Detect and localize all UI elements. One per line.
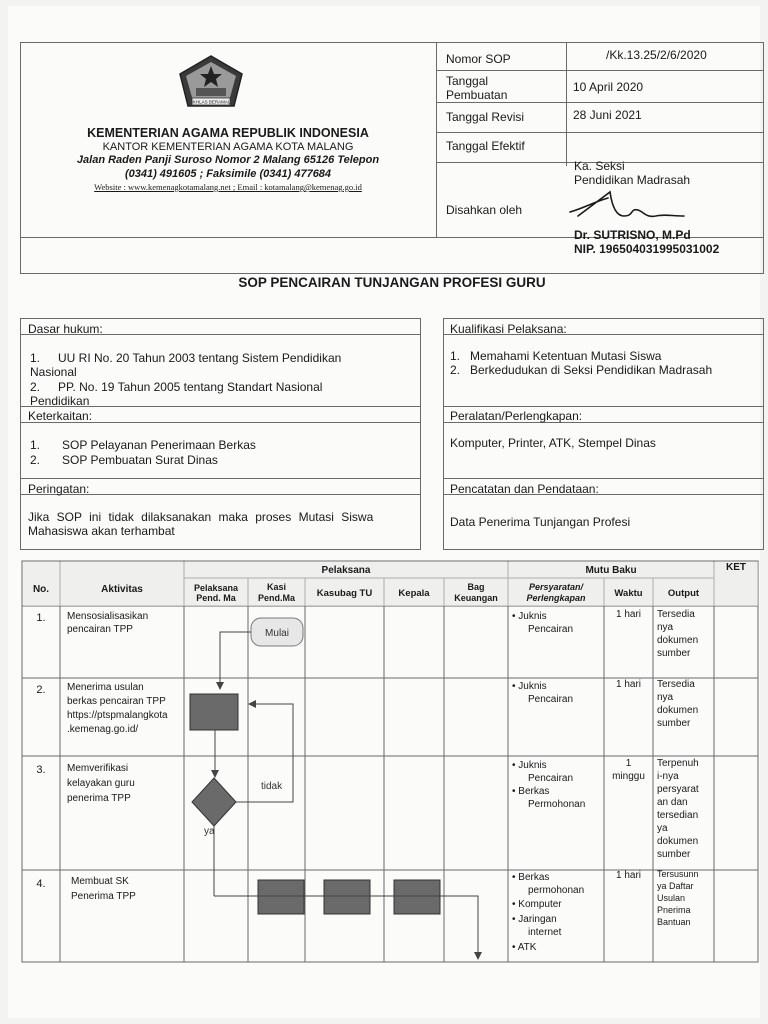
row-output: Tersedia bbox=[657, 679, 695, 690]
row-requirement-cont: Pencairan bbox=[528, 773, 574, 784]
row-activity-cont: pencairan TPP bbox=[67, 624, 133, 635]
row-requirement-cont: Permohonan bbox=[528, 799, 586, 810]
tanggal-efektif-label: Tanggal Efektif bbox=[446, 139, 525, 153]
subheader-waktu: Waktu bbox=[614, 588, 643, 599]
row-requirement: • Komputer bbox=[512, 899, 562, 910]
tanggal-revisi-value: 28 Juni 2021 bbox=[573, 108, 642, 122]
subheader-kepala: Kepala bbox=[398, 588, 430, 599]
address-line-2: (0341) 491605 ; Faksimile (0341) 477684 bbox=[124, 168, 332, 180]
row-requirement: • Berkas bbox=[512, 786, 550, 797]
peringatan-text: Jika SOP ini tidak dilaksanakan maka proses Mutasi Siswa bbox=[28, 510, 374, 524]
subheader-persyaratan: Persyaratan/ bbox=[528, 582, 584, 592]
contact-line: Website : www.kemenagkotamalang.net ; Email : kotamalang@kemenag.go.id bbox=[94, 182, 362, 192]
dasar-item-num: 1. bbox=[30, 351, 41, 365]
row-time-cont: minggu bbox=[612, 771, 645, 782]
jabatan-line-1: Ka. Seksi bbox=[574, 159, 625, 173]
dasar-item-num: 2. bbox=[30, 380, 41, 394]
row-requirement-cont: Pencairan bbox=[528, 624, 574, 635]
row-time: 1 hari bbox=[615, 679, 641, 690]
nomor-sop-value: /Kk.13.25/2/6/2020 bbox=[606, 48, 707, 62]
row-output: nya bbox=[657, 622, 674, 633]
tanggal-pembuatan-value: 10 April 2020 bbox=[573, 80, 644, 94]
dasar-item: PP. No. 19 Tahun 2005 tentang Standart Nasional bbox=[58, 380, 323, 394]
row-requirement-text: ATK bbox=[517, 942, 537, 953]
address-line-1: Jalan Raden Panji Suroso Nomor 2 Malang 65126 Telepon bbox=[76, 154, 380, 166]
kualifikasi-item-num: 1. bbox=[450, 349, 461, 363]
keterkaitan-item: SOP Pelayanan Penerimaan Berkas bbox=[62, 438, 256, 452]
dasar-item: UU RI No. 20 Tahun 2003 tentang Sistem Pendidikan bbox=[58, 351, 342, 365]
row-time: 1 hari bbox=[615, 609, 641, 620]
row-output: an dan bbox=[657, 797, 688, 808]
row-requirement-cont: internet bbox=[528, 927, 562, 938]
row-output: Bantuan bbox=[657, 917, 691, 927]
flow-process-box bbox=[394, 880, 440, 914]
row-requirement: • Juknis bbox=[512, 760, 547, 771]
col-header-mutu-baku: Mutu Baku bbox=[585, 565, 637, 576]
signer-name: Dr. SUTRISNO, M.Pd bbox=[574, 228, 691, 242]
flow-yes-label: ya bbox=[204, 826, 215, 837]
row-output: i-nya bbox=[657, 771, 679, 782]
logo-text: IKHLAS BERAMAL bbox=[191, 99, 231, 105]
row-activity: Menerima usulan bbox=[67, 682, 144, 693]
row-requirement-text: Juknis bbox=[518, 611, 547, 622]
subheader-pelaksana-pend: Pelaksana bbox=[193, 583, 239, 593]
row-output: sumber bbox=[657, 648, 691, 659]
row-activity-cont: berkas pencairan TPP bbox=[67, 696, 166, 707]
row-output: Usulan bbox=[657, 893, 686, 903]
row-output: nya bbox=[657, 692, 674, 703]
kualifikasi-item-num: 2. bbox=[450, 363, 461, 377]
row-output: persyarat bbox=[657, 784, 699, 795]
flow-process-box bbox=[258, 880, 304, 914]
col-header-pelaksana: Pelaksana bbox=[321, 565, 371, 576]
subheader-bag: Bag bbox=[467, 582, 485, 592]
row-activity: Mensosialisasikan bbox=[67, 611, 149, 622]
kualifikasi-item: Berkedudukan di Seksi Pendidikan Madrasah bbox=[470, 363, 713, 377]
row-output: sumber bbox=[657, 718, 691, 729]
row-activity-cont: penerima TPP bbox=[67, 793, 131, 804]
col-header-no: No. bbox=[32, 584, 50, 595]
row-requirement: • ATK bbox=[512, 942, 537, 953]
subheader-kasi-2: Pend.Ma bbox=[257, 593, 295, 603]
dasar-item-cont: Nasional bbox=[30, 365, 77, 379]
row-requirement-text: Juknis bbox=[518, 760, 547, 771]
row-time: 1 bbox=[625, 758, 632, 769]
row-activity-cont: Penerima TPP bbox=[71, 891, 136, 902]
peralatan-label: Peralatan/Perlengkapan: bbox=[450, 409, 583, 423]
pencatatan-value: Data Penerima Tunjangan Profesi bbox=[450, 515, 631, 529]
kualifikasi-label: Kualifikasi Pelaksana: bbox=[450, 322, 567, 336]
peralatan-value: Komputer, Printer, ATK, Stempel Dinas bbox=[450, 436, 656, 450]
row-activity: Memverifikasi bbox=[67, 763, 129, 774]
flow-start-label: Mulai bbox=[265, 628, 289, 639]
row-number: 4. bbox=[36, 878, 46, 890]
dasar-item-cont: Pendidikan bbox=[30, 394, 90, 408]
sop-title: SOP PENCAIRAN TUNJANGAN PROFESI GURU bbox=[238, 275, 546, 290]
subheader-output: Output bbox=[667, 588, 700, 599]
row-requirement: • Jaringan bbox=[512, 914, 557, 925]
tanggal-pembuatan-label-2: Pembuatan bbox=[446, 88, 508, 102]
subheader-bag-2: Keuangan bbox=[454, 593, 498, 603]
row-number: 1. bbox=[36, 612, 46, 624]
keterkaitan-item-num: 2. bbox=[30, 453, 41, 467]
row-output: ya Daftar bbox=[657, 881, 694, 891]
row-output: dokumen bbox=[657, 635, 699, 646]
row-output: dokumen bbox=[657, 836, 699, 847]
signer-nip: NIP. 196504031995031002 bbox=[574, 242, 720, 256]
row-output: ya bbox=[657, 823, 668, 834]
row-output: Tersedia bbox=[657, 609, 695, 620]
row-requirement-cont: Pencairan bbox=[528, 694, 574, 705]
row-requirement: • Juknis bbox=[512, 611, 547, 622]
col-header-ket: KET bbox=[726, 562, 746, 573]
row-activity-cont: kelayakan guru bbox=[67, 778, 135, 789]
row-activity-cont: .kemenag.go.id/ bbox=[67, 724, 139, 735]
row-activity: Membuat SK bbox=[71, 876, 129, 887]
tanggal-pembuatan-label: Tanggal bbox=[446, 74, 489, 88]
document-page bbox=[8, 6, 760, 1018]
col-header-aktivitas: Aktivitas bbox=[101, 584, 143, 595]
org-name: KEMENTERIAN AGAMA REPUBLIK INDONESIA bbox=[87, 126, 369, 140]
peringatan-label: Peringatan: bbox=[28, 482, 90, 496]
flow-no-label: tidak bbox=[261, 781, 283, 792]
subheader-persyaratan-2: Perlengkapan bbox=[526, 593, 586, 603]
row-requirement: • Berkas bbox=[512, 872, 550, 883]
row-requirement-text: Komputer bbox=[518, 899, 562, 910]
flow-decision-diamond bbox=[192, 778, 236, 826]
row-time: 1 hari bbox=[615, 870, 641, 881]
row-output: sumber bbox=[657, 849, 691, 860]
nomor-sop-label: Nomor SOP bbox=[446, 52, 511, 66]
keterkaitan-label: Keterkaitan: bbox=[28, 409, 93, 423]
row-requirement: • Juknis bbox=[512, 681, 547, 692]
row-requirement-text: Berkas bbox=[518, 786, 550, 797]
office-name: KANTOR KEMENTERIAN AGAMA KOTA MALANG bbox=[102, 141, 354, 153]
keterkaitan-item: SOP Pembuatan Surat Dinas bbox=[62, 453, 218, 467]
peringatan-text-cont: Mahasiswa akan terhambat bbox=[28, 524, 175, 538]
row-number: 2. bbox=[36, 684, 46, 696]
row-requirement-cont: permohonan bbox=[528, 885, 585, 896]
subheader-kasubag: Kasubag TU bbox=[316, 588, 373, 599]
procedure-table bbox=[8, 6, 760, 1018]
flow-process-box bbox=[190, 694, 238, 730]
row-output: Tersusunn bbox=[657, 869, 699, 879]
row-output: dokumen bbox=[657, 705, 699, 716]
subheader-kasi: Kasi bbox=[266, 582, 286, 592]
kualifikasi-item: Memahami Ketentuan Mutasi Siswa bbox=[470, 349, 662, 363]
row-output: Pnerima bbox=[657, 905, 691, 915]
row-requirement-text: Juknis bbox=[518, 681, 547, 692]
subheader-pelaksana-pend-2: Pend. Ma bbox=[196, 593, 236, 603]
row-output: tersedian bbox=[657, 810, 699, 821]
flow-process-box bbox=[324, 880, 370, 914]
flowchart bbox=[190, 618, 482, 960]
row-requirement-text: Jaringan bbox=[518, 914, 557, 925]
tanggal-revisi-label: Tanggal Revisi bbox=[446, 110, 525, 124]
pencatatan-label: Pencatatan dan Pendataan: bbox=[450, 482, 599, 496]
row-activity-cont: https://ptspmalangkota bbox=[67, 710, 168, 721]
jabatan-line-2: Pendidikan Madrasah bbox=[574, 173, 691, 187]
row-number: 3. bbox=[36, 764, 46, 776]
row-output: Terpenuh bbox=[657, 758, 699, 769]
dasar-hukum-label: Dasar hukum: bbox=[28, 322, 103, 336]
disahkan-label: Disahkan oleh bbox=[446, 203, 523, 217]
keterkaitan-item-num: 1. bbox=[30, 438, 41, 452]
row-requirement-text: Berkas bbox=[518, 872, 550, 883]
